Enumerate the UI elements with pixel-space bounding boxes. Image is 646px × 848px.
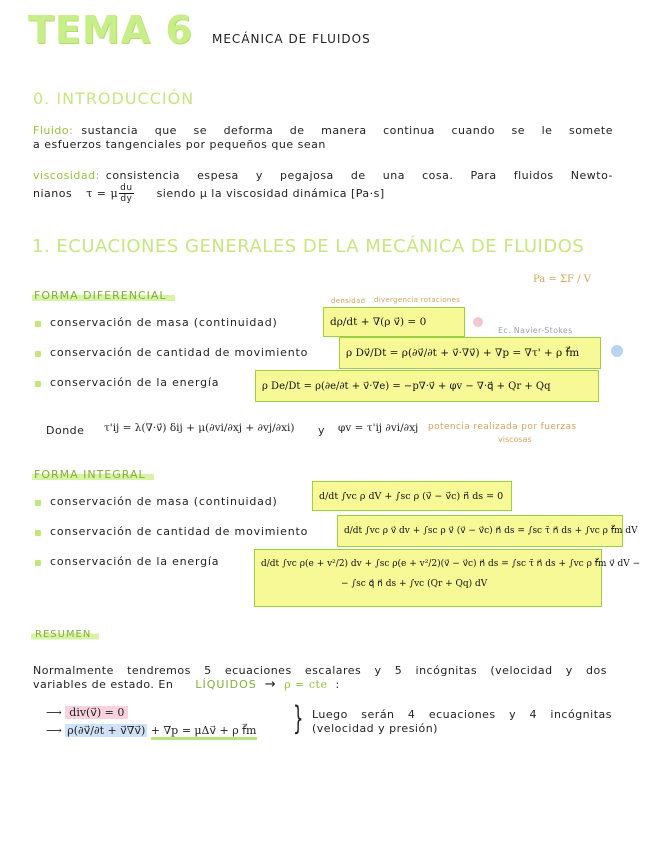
diff-mass-equation: dρ/dt + ∇(ρ v⃗) = 0 <box>323 307 465 337</box>
int-momentum-label: conservación de cantidad de movimiento <box>50 525 309 538</box>
fluido-line2: a esfuerzos tangenciales por pequeños que sean <box>33 138 326 151</box>
resumen-heading: RESUMEN <box>31 629 99 640</box>
viscosidad-line2a: nianos <box>33 186 73 200</box>
rho-cte: ρ = cte <box>284 678 328 691</box>
blue-dot-icon <box>611 345 623 357</box>
momentum-eq-part2: + ∇p = μΔv⃗ + ρ f⃗m <box>151 724 257 740</box>
page-subtitle: MECÁNICA DE FLUIDOS <box>212 32 371 46</box>
forma-diferencial-label: FORMA DIFERENCIAL <box>32 289 175 302</box>
int-mass-equation: d/dt ∫vc ρ dV + ∫sc ρ (v⃗ − v⃗c) n⃗ ds = 0 <box>312 481 512 511</box>
arrow-right-icon: ⟶ <box>46 724 62 737</box>
bullet-icon <box>35 530 41 536</box>
viscosidad-line1: consistencia espesa y pegajosa de una cosa. Para fluidos Newto- <box>105 169 613 182</box>
int-energy-equation <box>254 549 641 607</box>
bullet-icon <box>35 321 41 327</box>
resumen-eq2-row <box>46 724 257 737</box>
note-divergencia: divergencia rotaciones <box>374 296 461 304</box>
resumen-line2b: : <box>335 678 340 691</box>
arrow-right-icon: ⟶ <box>46 706 62 719</box>
viscosidad-formula: τ = μ <box>86 186 119 200</box>
diff-momentum-label: conservación de cantidad de movimiento <box>50 346 309 359</box>
bullet-icon <box>35 560 41 566</box>
bullet-icon <box>35 500 41 506</box>
bullet-icon <box>35 381 41 387</box>
resumen-eq1-row <box>46 706 128 719</box>
arrow-right-icon: → <box>264 677 277 692</box>
fluido-term: Fluido: <box>33 124 74 137</box>
page-title: TEMA 6 <box>28 8 193 52</box>
fluido-line1: sustancia que se deforma de manera continua cuando se le somete <box>81 124 613 137</box>
int-energy-equation-line1: d/dt ∫vc ρ(e + v²/2) dv + ∫sc ρ(e + v²/2)(v⃗ − v⃗c) n⃗ ds = ∫sc τ̄ n⃗ ds + ∫vc ρ f⃗m v⃗ dV − <box>261 559 641 569</box>
int-energy-label: conservación de la energía <box>50 555 220 568</box>
resumen-line1: Normalmente tendremos 5 ecuaciones escalares y 5 incógnitas (velocidad y dos <box>33 664 607 677</box>
int-mass-label: conservación de masa (continuidad) <box>50 495 278 508</box>
resumen-line2a: variables de estado. En <box>33 678 174 691</box>
section-intro-heading: 0. INTRODUCCIÓN <box>33 89 195 108</box>
brace-text-line2: (velocidad y presión) <box>312 722 438 735</box>
viscosidad-term: viscosidad: <box>33 169 100 182</box>
diff-mass-label: conservación de masa (continuidad) <box>50 316 278 329</box>
potencia-note-line2: viscosas <box>498 435 532 444</box>
potencia-note-line1: potencia realizada por fuerzas <box>428 422 577 432</box>
brace-icon: } <box>293 699 304 737</box>
phi-equation: φv = τ'ij ∂vi/∂xj <box>338 422 419 434</box>
viscosidad-line2b: siendo μ la viscosidad dinámica [Pa·s] <box>156 186 385 200</box>
continuity-eq: div(v⃗) = 0 <box>65 706 128 719</box>
diff-energy-label: conservación de la energía <box>50 376 220 389</box>
liquidos-label: LÍQUIDOS <box>195 678 257 691</box>
note-pa-formula: Pa = ΣF / V <box>533 274 591 285</box>
note-navier-stokes: Ec. Navier-Stokes <box>498 326 573 335</box>
diff-momentum-equation: ρ Dv⃗/Dt = ρ(∂v⃗/∂t + v⃗·∇v⃗) + ∇p = ∇τ' + ρ f⃗m <box>339 337 601 369</box>
du-dy-fraction: $\frac{du}{dy}$ <box>120 183 133 204</box>
pink-dot-icon <box>473 317 483 327</box>
brace-text <box>312 708 612 736</box>
int-momentum-equation: d/dt ∫vc ρ v⃗ dv + ∫sc ρ v⃗ (v⃗ − v⃗c) n⃗ ds = ∫sc τ̄ n⃗ ds + ∫vc ρ f⃗m dV <box>337 515 623 547</box>
fluido-definition <box>33 124 613 152</box>
viscosidad-definition <box>33 169 613 204</box>
diff-energy-equation: ρ De/Dt = ρ(∂e/∂t + v⃗·∇e) = −p∇·v⃗ + φv − ∇·q⃗ + Qr + Qq <box>255 370 599 402</box>
section-1-heading: 1. ECUACIONES GENERALES DE LA MECÁNICA DE FLUIDOS <box>32 236 585 257</box>
donde-word: Donde <box>46 424 85 437</box>
forma-integral-label: FORMA INTEGRAL <box>32 468 154 481</box>
resumen-paragraph <box>33 664 607 692</box>
momentum-eq-part1: ρ(∂v⃗/∂t + v⃗∇v⃗) <box>67 724 146 737</box>
note-densidad: densidad <box>331 297 366 305</box>
brace-text-line1: Luego serán 4 ecuaciones y 4 incógnitas <box>312 708 612 721</box>
bullet-icon <box>35 351 41 357</box>
tau-equation: τ'ij = λ(∇·v⃗) δij + μ(∂vi/∂xj + ∂vj/∂xi) <box>104 422 295 434</box>
donde-y: y <box>318 424 325 437</box>
int-energy-equation-line2: − ∫sc q⃗ n⃗ ds + ∫vc (Qr + Qq) dV <box>341 579 488 589</box>
